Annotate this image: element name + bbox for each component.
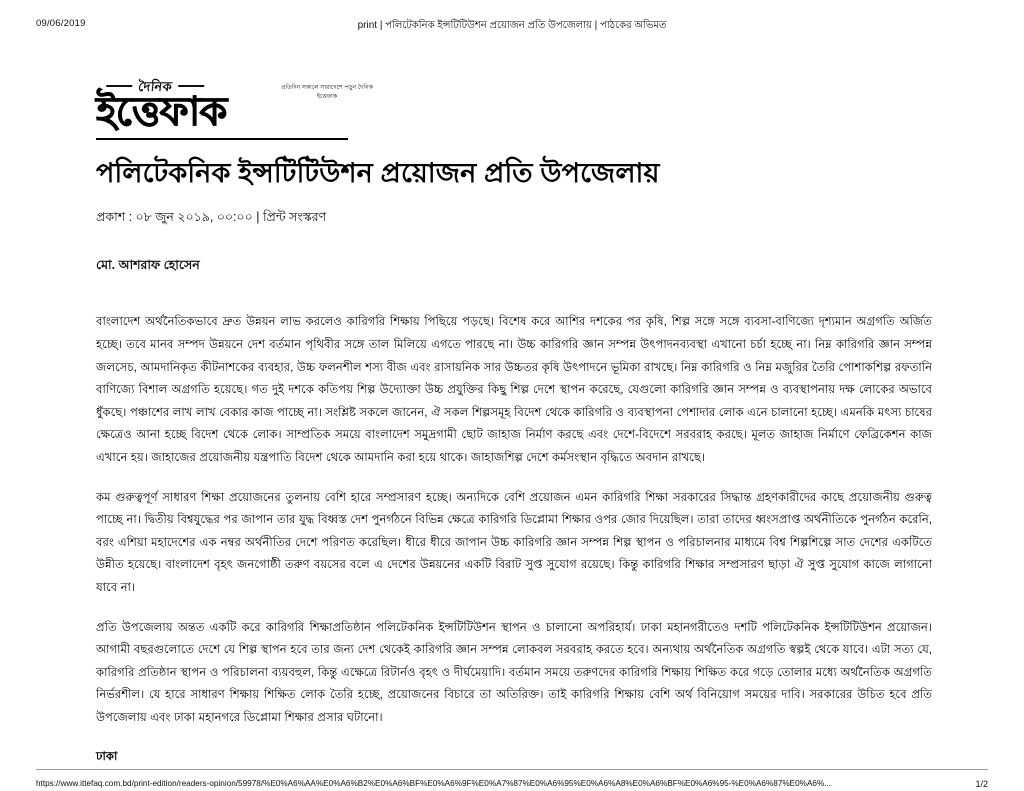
article-author: মো. আশরাফ হোসেন — [96, 258, 200, 273]
masthead-tagline: প্রতিদিন সকালে সারাদেশে পড়ুন দৈনিক ইত্তেফাক — [281, 85, 373, 100]
footer-page-number: 1/2 — [975, 779, 988, 789]
print-header — [0, 18, 1024, 35]
footer-url: https://www.ittefaq.com.bd/print-edition/readers-opinion/59978/%E0%A6%AA%E0%A6%B2%E0%A6%BF%E0%A6%9F%E0%A7%87%E0%A6%95%E0%A6%A8%E0%A6%BF%E0%A6%95-%E0%A6%87%E0%A6%... — [36, 779, 832, 788]
article-paragraph: বাংলাদেশ অর্থনৈতিকভাবে দ্রুত উন্নয়ন লাভ করলেও কারিগরি শিক্ষায় পিছিয়ে পড়ছে। বিশেষ করে আশির দশকের পর কৃষি, শিল্প সঙ্গে সঙ্গে ব্যবসা-বাণিজ্যে দৃশ্যমান অগ্রগতি অর্জিত হচ্ছে। তবে মানব সম্পদ উন্নয়নে দেশ বর্তমান পৃথিবীর সঙ্গে তাল মিলিয়ে এগতে পারছে না। উচ্চ কারিগরি জ্ঞান সম্পন্ন উৎপাদনব্যবস্থা এখানো চর্চা হচ্ছে না। নিম্ন কারিগরি জ্ঞান সম্পন্ন জলসেচ, আমদানিকৃত কীটনাশকের ব্যবহার, উচ্চ ফলনশীল শস্য বীজ এবং রাসায়নিক সার উচ্চতর কৃষি উৎপাদনে ভূমিকা রাখছে। নিম্ন কারিগরি ও নিম্ন মজুরির তৈরি পোশাকশিল্প রফতানি বাণিজ্যে বিশাল অগ্রগতি হয়েছে। গত দুই দশকে কতিপয় শিল্প উদ্যোক্তা উচ্চ প্রযুক্তির কিছু শিল্প দেশে স্থাপন করেছে, যেগুলো কারিগরি জ্ঞান সম্পন্ন ও ব্যবস্থাপনায় দক্ষ লোকের অভাবে ধুঁকছে। পঞ্চাশের লাখ লাখ বেকার কাজ পাচ্ছে না। সংশ্লিষ্ট সকলে জানেন, ঐ সকল শিল্পসমূহ বিদেশ থেকে কারিগরি ও ব্যবস্থাপনা পেশাদার লোক এনে চালানো হচ্ছে। এমনকি মৎস্য চাষের ক্ষেত্রেও আনা হচ্ছে বিদেশ থেকে লোক। সাম্প্রতিক সময়ে বাংলাদেশ সমুদ্রগামী ছোট জাহাজ নির্মাণ করছে এবং দেশে-বিদেশে সরবরাহ করছে। মূলত জাহাজ নির্মাণে ফেব্রিকেশন কাজ এখানে হয়। জাহাজের প্রয়োজনীয় যন্ত্রপাতি বিদেশ থেকে আমদানি করা হয়ে থাকে। জাহাজশিল্প দেশে কর্মসংস্থান বৃদ্ধিতে অবদান রাখছে। — [96, 315, 932, 464]
article-meta: প্রকাশ : ০৮ জুন ২০১৯, ০০:০০ | প্রিন্ট সংস্করণ — [96, 210, 327, 225]
article — [96, 155, 932, 767]
article-paragraph: কম গুরুত্বপূর্ণ সাধারণ শিক্ষা প্রয়োজনের তুলনায় বেশি হারে সম্প্রসারণ হচ্ছে। অন্যদিকে বেশি প্রয়োজন এমন কারিগরি শিক্ষা সরকারের সিদ্ধান্ত গ্রহণকারীদের কাছে প্রয়োজনীয় গুরুত্ব পাচ্ছে না। দ্বিতীয় বিশ্বযুদ্ধের পর জাপান তার যুদ্ধ বিধ্বস্ত দেশ পুনর্গঠনে বিভিন্ন ক্ষেত্রে কারিগরি ডিপ্লোমা শিক্ষার ওপর জোর দিয়েছিল। তারা তাদের ধ্বংসপ্রাপ্ত অর্থনীতিকে পুনর্গঠন করেনি, বরং এশিয়া মহাদেশের এক নম্বর অর্থনীতির দেশে পরিণত করেছিল। ধীরে ধীরে জাপান উচ্চ কারিগরি জ্ঞান সম্পন্ন শিল্প স্থাপন ও পরিচালনার মাধ্যমে বিশ্ব শিল্পশিল্পে সাত দেশের একটিতে উন্নীত হয়েছে। বাংলাদেশ বৃহৎ জনগোষ্ঠী তরুণ বয়সের বলে এ দেশের উন্নয়নের একটি বিরাট সুপ্ত সুযোগ রয়েছে। কিন্তু কারিগরি শিক্ষার সম্প্রসারণ ছাড়া ঐ সুপ্ত সুযোগ কাজে লাগানো যাবে না। — [96, 490, 932, 594]
print-page-title: print | পলিটেকনিক ইন্সটিটিউশন প্রয়োজন প্রতি উপজেলায় | পাঠকের অভিমত — [357, 20, 667, 31]
newspaper-masthead — [96, 78, 376, 140]
article-body — [96, 311, 932, 729]
masthead-divider — [96, 138, 348, 140]
masthead-logo: ইত্তেফাক — [96, 90, 227, 134]
footer-divider — [36, 769, 988, 770]
article-dateline: ঢাকা — [96, 749, 118, 763]
masthead-kicker: দৈনিক — [137, 78, 173, 99]
article-headline: পলিটেকনিক ইন্সটিটিউশন প্রয়োজন প্রতি উপজেলায় — [96, 158, 660, 188]
article-paragraph: প্রতি উপজেলায় অন্তত একটি করে কারিগরি শিক্ষাপ্রতিষ্ঠান পলিটেকনিক ইন্সটিটিউশন স্থাপন ও চালানো অপরিহার্য। ঢাকা মহানগরীতেও দশটি পলিটেকনিক ইন্সটিটিউশন প্রয়োজন। আগামী বছরগুলোতে দেশে যে শিল্প স্থাপন হবে তার জন্য দেশ থেকেই কারিগরি জ্ঞান সম্পন্ন লোকবল সরবরাহ করতে হবে। অন্যথায় অর্থনৈতিক অগ্রগতি স্বল্পই থেকে যাবে। এটা সত্য যে, কারিগরি প্রতিষ্ঠান স্থাপন ও পরিচালনা ব্যয়বহুল, কিন্তু এক্ষেত্রে রিটার্নও বৃহৎ ও দীর্ঘমেয়াদি। বর্তমান সময়ে তরুণদের কারিগরি শিক্ষায় শিক্ষিত করে গড়ে তোলার মধ্যে অর্থনৈতিক অগ্রগতি নির্ভরশীল। যে হারে সাধারণ শিক্ষায় শিক্ষিত লোক তৈরি হচ্ছে, প্রয়োজনের বিচারে তা অতিরিক্ত। তাই কারিগরি শিক্ষায় বেশি অর্থ বিনিয়োগ সময়ের দাবি। সরকারের উচিত হবে প্রতি উপজেলায় এবং ঢাকা মহানগরে ডিপ্লোমা শিক্ষার প্রসার ঘটানো। — [96, 620, 932, 724]
print-date: 09/06/2019 — [36, 18, 86, 29]
